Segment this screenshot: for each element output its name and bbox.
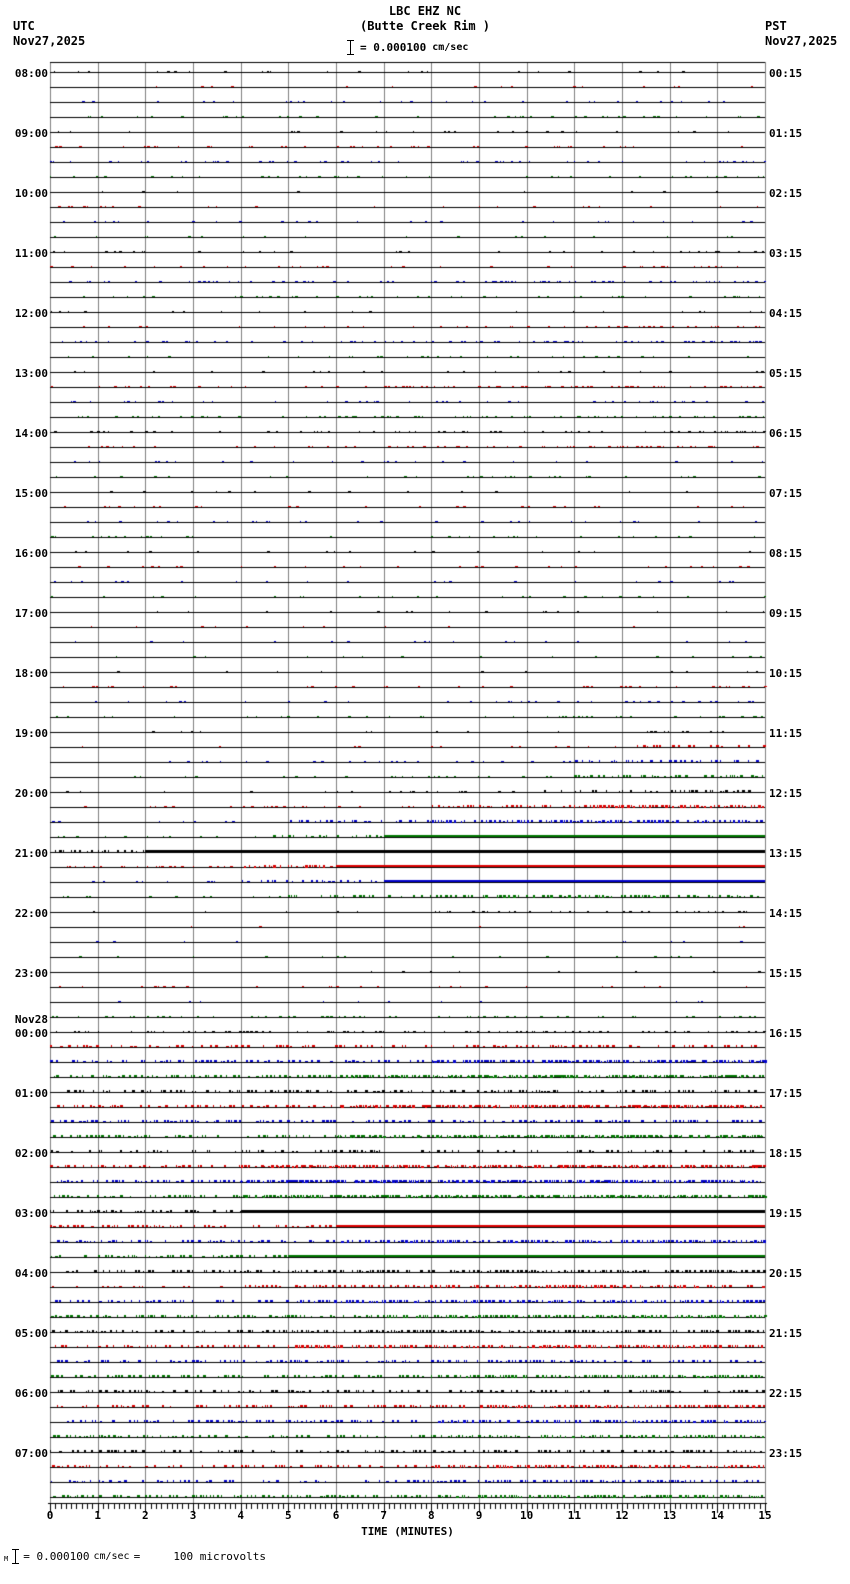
utc-date-label: Nov27,2025 xyxy=(13,34,86,48)
x-tick-label: 1 xyxy=(94,1509,101,1522)
scale-value: = 0.000100 xyxy=(360,40,427,54)
footer-scale-value: = 0.000100 xyxy=(23,1550,90,1563)
scale-unit: cm/sec xyxy=(432,41,469,53)
pst-hour-label: 22:15 xyxy=(769,1387,803,1400)
utc-hour-label: 12:00 xyxy=(14,307,48,320)
x-tick-label: 0 xyxy=(46,1509,54,1522)
x-tick-label: 7 xyxy=(380,1509,387,1522)
x-tick-label: 8 xyxy=(428,1509,435,1522)
utc-hour-label: 02:00 xyxy=(14,1147,48,1160)
footer-bracket-icon xyxy=(12,1549,19,1564)
pst-hour-label: 04:15 xyxy=(769,307,803,320)
x-tick-label: 4 xyxy=(237,1509,244,1522)
utc-hour-label: 19:00 xyxy=(14,727,48,740)
footer-scale-unit: cm/sec xyxy=(93,1551,130,1562)
utc-hour-label: 01:00 xyxy=(14,1087,48,1100)
x-tick-label: 5 xyxy=(285,1509,292,1522)
pst-hour-label: 01:15 xyxy=(769,127,803,140)
utc-hour-label: 18:00 xyxy=(14,667,48,680)
pst-hour-label: 02:15 xyxy=(769,187,803,200)
pst-hour-label: 03:15 xyxy=(769,247,803,260)
pst-hour-label: 23:15 xyxy=(769,1447,803,1460)
pst-hour-label: 21:15 xyxy=(769,1327,803,1340)
x-tick-label: 3 xyxy=(189,1509,197,1522)
pst-hour-label: 09:15 xyxy=(769,607,803,620)
pst-timezone-label: PST xyxy=(765,19,787,33)
x-tick-label: 2 xyxy=(142,1509,149,1522)
x-tick-label: 6 xyxy=(332,1509,340,1522)
pst-date-label: Nov27,2025 xyxy=(765,34,838,48)
pst-hour-label: 16:15 xyxy=(769,1027,803,1040)
pst-hour-label: 08:15 xyxy=(769,547,803,560)
x-tick-label: 13 xyxy=(663,1509,677,1522)
pst-hour-label: 20:15 xyxy=(769,1267,803,1280)
utc-hour-label: 14:00 xyxy=(14,427,48,440)
utc-hour-label: 10:00 xyxy=(14,187,48,200)
x-axis-title: TIME (MINUTES) xyxy=(361,1525,454,1538)
pst-hour-label: 11:15 xyxy=(769,727,803,740)
pst-hour-label: 12:15 xyxy=(769,787,803,800)
pst-hour-label: 05:15 xyxy=(769,367,803,380)
utc-hour-label: 08:00 xyxy=(14,67,48,80)
utc-hour-label: 00:00 xyxy=(14,1027,48,1040)
utc-hour-label: 16:00 xyxy=(14,547,48,560)
utc-hour-label: 07:00 xyxy=(14,1447,48,1460)
pst-hour-label: 15:15 xyxy=(769,967,803,980)
pst-hour-label: 07:15 xyxy=(769,487,803,500)
utc-hour-label: 21:00 xyxy=(14,847,48,860)
pst-hour-label: 19:15 xyxy=(769,1207,803,1220)
pst-hour-label: 14:15 xyxy=(769,907,803,920)
utc-hour-label: 06:00 xyxy=(14,1387,48,1400)
footer-prefix-mark: M xyxy=(4,1555,9,1563)
pst-hour-label: 17:15 xyxy=(769,1087,803,1100)
utc-hour-label: 09:00 xyxy=(14,127,48,140)
utc-hour-label: 23:00 xyxy=(14,967,48,980)
footer-scale-rest: = 100 microvolts xyxy=(133,1550,267,1563)
pst-hour-label: 18:15 xyxy=(769,1147,803,1160)
utc-hour-label: 20:00 xyxy=(14,787,48,800)
pst-hour-label: 00:15 xyxy=(769,67,803,80)
x-tick-label: 15 xyxy=(758,1509,772,1522)
x-tick-label: 12 xyxy=(615,1509,629,1522)
utc-hour-label: 05:00 xyxy=(14,1327,48,1340)
amplitude-scale xyxy=(347,40,468,54)
pst-hour-label: 06:15 xyxy=(769,427,803,440)
utc-hour-label: 17:00 xyxy=(14,607,48,620)
utc-hour-label: 03:00 xyxy=(14,1207,48,1220)
footer-scale-note xyxy=(4,1549,266,1564)
utc-hour-label: 11:00 xyxy=(14,247,48,260)
date-rollover-label: Nov28 xyxy=(14,1013,48,1026)
x-tick-label: 9 xyxy=(475,1509,483,1522)
station-title: LBC EHZ NC xyxy=(388,4,462,18)
x-tick-label: 11 xyxy=(567,1509,581,1522)
utc-hour-label: 04:00 xyxy=(14,1267,48,1280)
x-tick-label: 14 xyxy=(710,1509,724,1522)
x-tick-label: 10 xyxy=(520,1509,534,1522)
utc-timezone-label: UTC xyxy=(13,19,35,33)
scale-bracket-icon xyxy=(347,40,354,55)
pst-hour-label: 10:15 xyxy=(769,667,803,680)
utc-hour-label: 22:00 xyxy=(14,907,48,920)
station-subtitle: (Butte Creek Rim ) xyxy=(359,19,491,33)
pst-hour-label: 13:15 xyxy=(769,847,803,860)
utc-hour-label: 15:00 xyxy=(14,487,48,500)
utc-hour-label: 13:00 xyxy=(14,367,48,380)
